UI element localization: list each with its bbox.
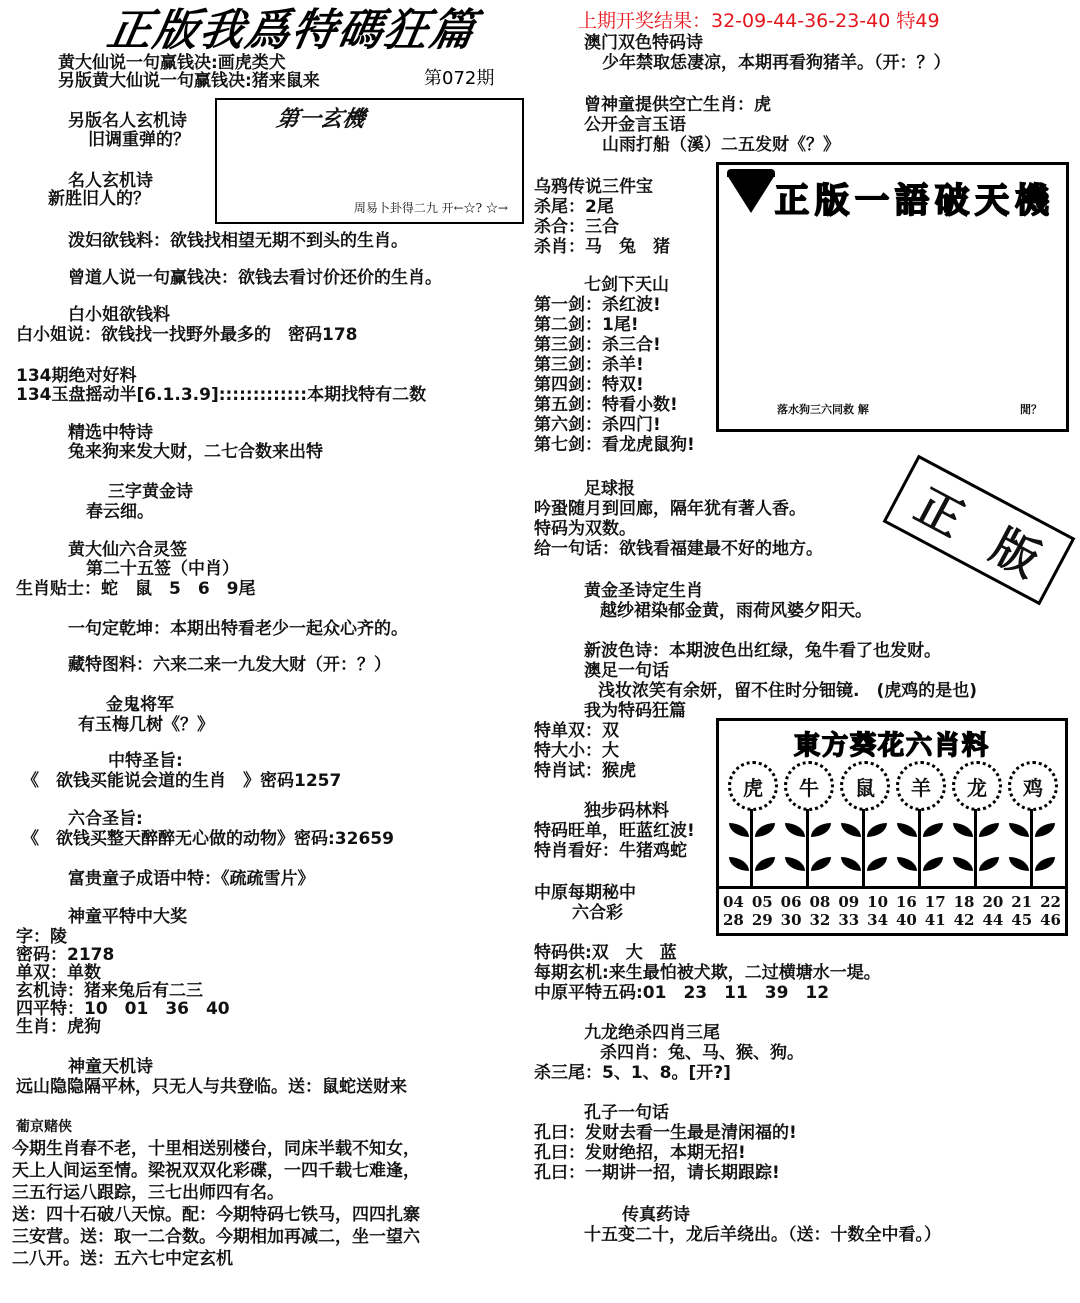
kuangpian-line: 特大小：大: [534, 741, 619, 761]
number: 33: [838, 911, 860, 929]
number: 20: [982, 893, 1004, 911]
first-mystery-title: 第一玄機: [274, 107, 367, 132]
number: 45: [1011, 911, 1033, 929]
page-title: 正版我爲特碼狂篇: [103, 5, 481, 56]
sunflower-title: 東方葵花六肖料: [793, 731, 990, 761]
zhongyuan-line: 中原平特五码:01 23 11 39 12: [534, 983, 830, 1003]
pujing-line: 今期生肖春不老，十里相送别楼台，同床半载不知女，: [12, 1139, 420, 1159]
zodiac-label: 鸡: [1008, 761, 1058, 811]
zodiac-label: 龙: [952, 761, 1002, 811]
zhongyuan-sub: 六合彩: [572, 903, 623, 923]
number: 44: [982, 911, 1004, 929]
zuqiu-title: 足球报: [584, 479, 635, 499]
qijian-line: 第六剑：杀四门!: [534, 415, 661, 435]
liuhe-title: 六合圣旨:: [68, 809, 143, 829]
lingqian-sub: 第二十五签（中肖）: [86, 559, 239, 579]
shentong-line: 四平特：10 01 36 40: [16, 999, 230, 1019]
number: 30: [780, 911, 802, 929]
huang-line-1: 黄大仙说一句赢钱决:画虎类犬: [58, 53, 286, 73]
sunflower-icon: [837, 761, 891, 889]
aomen-text: 少年禁取恁凄凉，本期再看狗猪羊。（开：？）: [602, 53, 951, 73]
cangte-text: 藏特图料：六来二来一九发大财（开：？）: [68, 655, 391, 675]
number: 22: [1040, 893, 1061, 911]
aomen-title: 澳门双色特码诗: [584, 33, 703, 53]
wuya-title: 乌鸦传说三件宝: [534, 177, 653, 197]
sanzi-text: 春云细。: [86, 502, 154, 522]
pujing-line: 三安营。送：取一二合数。今期相加再减二，坐一望六: [12, 1227, 420, 1247]
dubu-line: 特码旺单，旺蓝红波!: [534, 821, 695, 841]
qijian-line: 第二剑：1尾!: [534, 315, 639, 335]
qijian-line: 第一剑：杀红波!: [534, 295, 661, 315]
shentong-line: 字：陵: [16, 927, 67, 947]
pofu-text: 泼妇欲钱料：欲钱找相望无期不到头的生肖。: [68, 231, 408, 251]
poem1-text: 旧调重弹的？: [88, 130, 190, 150]
number: 10: [867, 893, 889, 911]
shentong-line: 生肖：虎狗: [16, 1017, 101, 1037]
number: 16: [895, 893, 917, 911]
xinbo-text: 新波色诗：本期波色出红绿，兔牛看了也发财。: [584, 641, 941, 661]
huangjin-text: 越纱裙染郁金黄，雨荷风婆夕阳天。: [600, 601, 872, 621]
aozu-text: 浅妆浓笑有余妍，留不住时分钿镜. (虎鸡的是也): [598, 681, 977, 701]
jingxuan-text: 兔来狗来发大财，二七合数来出特: [68, 442, 323, 462]
kuangpian-line: 特单双：双: [534, 721, 619, 741]
tianji-title: 神童天机诗: [68, 1057, 153, 1077]
zuqiu-line: 给一句话：欲钱看福建最不好的地方。: [534, 539, 823, 559]
numbers-row-1: [723, 893, 1061, 911]
poem2-text: 新胜旧人的？: [48, 189, 150, 209]
liuhe-text: 《 欲钱买整天醉醉无心做的动物》密码:32659: [22, 829, 394, 849]
pujing-line: 三五行运八跟踪，三七出师四有名。: [12, 1183, 284, 1203]
number: 17: [924, 893, 946, 911]
jiulong-tail: 杀三尾：5、1、8。[开?]: [534, 1063, 731, 1083]
one-word-footer-left: 落水狗三六同救 解: [777, 403, 869, 416]
qijian-line: 第三剑：杀三合!: [534, 335, 661, 355]
number: 21: [1011, 893, 1033, 911]
zodiac-numbers: [719, 886, 1065, 933]
sunflower-zodiac-box: [716, 718, 1068, 936]
numbers-row-2: [723, 911, 1061, 929]
zodiac-label: 羊: [896, 761, 946, 811]
shentong-title: 神童平特中大奖: [68, 907, 187, 927]
first-mystery-box: [215, 98, 524, 224]
jiulong-title: 九龙绝杀四肖三尾: [584, 1023, 720, 1043]
qijian-line: 第七剑：看龙虎鼠狗!: [534, 435, 695, 455]
number: 29: [751, 911, 773, 929]
number: 18: [953, 893, 975, 911]
jinyan-text: 山雨打船（溪）二五发财《？》: [602, 135, 840, 155]
wuya-line: 杀尾：2尾: [534, 197, 614, 217]
shentong-line: 玄机诗：猪来兔后有二三: [16, 981, 203, 1001]
number: 09: [838, 893, 860, 911]
fugui-text: 富贵童子成语中特：《疏疏雪片》: [68, 869, 315, 889]
yiju-text: 一句定乾坤：本期出特看老少一起众心齐的。: [68, 619, 408, 639]
kongwang-text: 曾神童提供空亡生肖：虎: [584, 95, 771, 115]
number: 32: [809, 911, 831, 929]
jiulong-sub: 杀四肖：兔、马、猴、狗。: [600, 1043, 804, 1063]
qijian-line: 第五剑：特看小数!: [534, 395, 678, 415]
zuqiu-line: 吟蛩随月到回廊，隔年犹有著人香。: [534, 499, 806, 519]
jingui-text: 有玉梅几树《？》: [78, 715, 214, 735]
number: 40: [895, 911, 917, 929]
zodiac-label: 鼠: [840, 761, 890, 811]
last-draw-result: 上期开奖结果：32-09-44-36-23-40 特49: [578, 10, 940, 32]
jinyan-title: 公开金言玉语: [584, 115, 686, 135]
qijian-line: 第四剑：特双!: [534, 375, 644, 395]
pujing-line: 送：四十石破八天惊。配：今期特码七铁马，四四扎寨: [12, 1205, 420, 1225]
tianji-text: 远山隐隐隔平林，只无人与共登临。送：鼠蛇送财来: [16, 1077, 407, 1097]
lingqian-tip: 生肖贴士：蛇 鼠 5 6 9尾: [16, 579, 256, 599]
kuangpian-line: 特肖试：猴虎: [534, 761, 636, 781]
zodiac-label: 牛: [784, 761, 834, 811]
kongzi-line: 孔曰：发财去看一生最是清闲福的!: [534, 1123, 797, 1143]
number: 05: [751, 893, 773, 911]
dubu-title: 独步码林料: [584, 801, 669, 821]
huang-line-2: 另版黄大仙说一句赢钱决:猪来鼠来: [58, 71, 320, 91]
number: 46: [1040, 911, 1061, 929]
qijian-title: 七剑下天山: [584, 275, 669, 295]
pujing-line: 天上人间运至情。梁祝双双化彩碟，一四千载七难逢，: [12, 1161, 420, 1181]
zhongyuan-line: 每期玄机:来生最怕被犬欺，二过横塘水一堤。: [534, 963, 881, 983]
kuangpian-title: 我为特码狂篇: [584, 701, 686, 721]
authentic-stamp: [883, 455, 1076, 606]
chuanzhen-title: 传真药诗: [622, 1205, 690, 1225]
sunflower-icon: [949, 761, 1003, 889]
number: 04: [723, 893, 744, 911]
diamond-icon: [727, 175, 775, 213]
poem2-title: 名人玄机诗: [68, 171, 153, 191]
zengdao-text: 曾道人说一句赢钱决：欲钱去看讨价还价的生肖。: [68, 268, 442, 288]
p134-title: 134期绝对好料: [16, 366, 137, 386]
stamp-char: 版: [982, 518, 1049, 588]
issue-number: 第072期: [424, 68, 495, 89]
kongzi-title: 孔子一句话: [584, 1103, 669, 1123]
one-word-box: [716, 162, 1069, 432]
sunflower-icon: [781, 761, 835, 889]
sunflower-icon: [1005, 761, 1059, 889]
zhongte-title: 中特圣旨:: [108, 751, 183, 771]
jingxuan-title: 精选中特诗: [68, 423, 153, 443]
sunflower-row: [725, 761, 1059, 889]
number: 42: [953, 911, 975, 929]
wuya-line: 杀肖：马 兔 猪: [534, 237, 670, 257]
huangjin-title: 黄金圣诗定生肖: [584, 581, 703, 601]
number: 08: [809, 893, 831, 911]
sunflower-icon: [893, 761, 947, 889]
number: 28: [723, 911, 744, 929]
bai-text: 白小姐说：欲钱找一找野外最多的 密码178: [16, 325, 358, 345]
pujing-title: 葡京赌侠: [16, 1119, 72, 1135]
shentong-line: 单双：单数: [16, 963, 101, 983]
zhongyuan-line: 特码供:双 大 蓝: [534, 943, 677, 963]
zhongte-text: 《 欲钱买能说会道的生肖 》密码1257: [22, 771, 342, 791]
shentong-line: 密码：2178: [16, 945, 115, 965]
first-mystery-footer: 周易卜卦得二九 开←☆? ☆→: [353, 201, 508, 215]
qijian-line: 第三剑：杀羊!: [534, 355, 644, 375]
sunflower-icon: [725, 761, 779, 889]
one-word-footer-right: 閒？: [1020, 403, 1042, 416]
stamp-char: 正: [906, 477, 973, 548]
kongzi-line: 孔曰：发财绝招，本期无招!: [534, 1143, 746, 1163]
bai-title: 白小姐欲钱料: [68, 305, 170, 325]
number: 34: [867, 911, 889, 929]
p134-text: 134玉盘摇动半[6.1.3.9]:::::::::::::本期找特有二数: [16, 385, 427, 405]
sanzi-title: 三字黄金诗: [108, 482, 193, 502]
number: 06: [780, 893, 802, 911]
chuanzhen-text: 十五变二十，龙后羊绕出。（送：十数全中看。）: [584, 1225, 941, 1245]
zodiac-label: 虎: [728, 761, 778, 811]
poem1-title: 另版名人玄机诗: [68, 111, 187, 131]
number: 41: [924, 911, 946, 929]
kongzi-line: 孔曰：一期讲一招，请长期跟踪!: [534, 1163, 780, 1183]
lingqian-title: 黄大仙六合灵签: [68, 540, 187, 560]
zuqiu-line: 特码为双数。: [534, 519, 636, 539]
pujing-line: 二八开。送：五六七中定玄机: [12, 1249, 233, 1269]
dubu-line: 特肖看好：牛猪鸡蛇: [534, 841, 687, 861]
aozu-title: 澳足一句话: [584, 661, 669, 681]
zhongyuan-title: 中原每期秘中: [534, 883, 636, 903]
wuya-line: 杀合：三合: [534, 217, 619, 237]
one-word-title: 正版一語破天機: [775, 181, 1055, 221]
jingui-title: 金鬼将军: [106, 695, 174, 715]
